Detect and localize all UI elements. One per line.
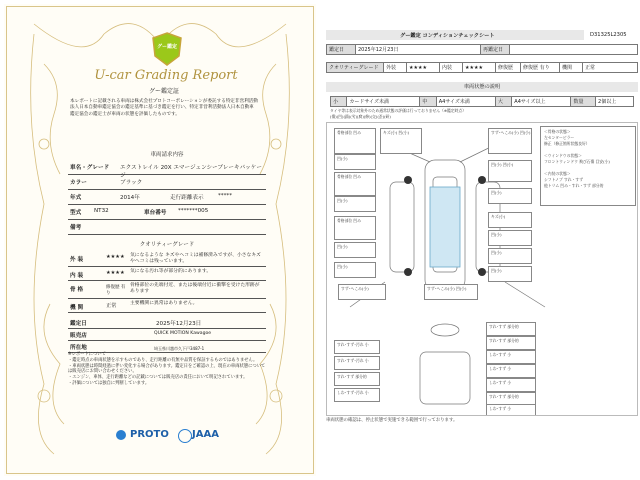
- damage-label: 凹(小): [491, 268, 502, 273]
- legend-medium-desc: A4サイズ未満: [436, 97, 495, 107]
- row-value: 埼玉県川越市久下戸3487-1: [154, 346, 205, 351]
- grading-certificate: [4, 4, 316, 476]
- row-key: カラー: [70, 180, 87, 186]
- damage-label: 骨格部位 凹み: [337, 174, 361, 179]
- damage-label: すず･へこみ(小): [341, 286, 369, 291]
- grade-stars: ★★★★: [106, 254, 125, 260]
- year-row: [68, 190, 266, 205]
- row-key: 年式: [70, 195, 82, 201]
- damage-label: 凹(小): [491, 232, 502, 237]
- interior-label: すれ･すず･汚れ 小: [337, 358, 369, 363]
- mileage-label: 走行距離表示: [170, 195, 204, 201]
- model-row: [68, 205, 266, 220]
- grade-desc: 主要機関に異常はありません。: [130, 301, 198, 306]
- exterior-label: 外装: [384, 63, 407, 73]
- damage-label: 凹(小): [337, 198, 348, 203]
- legend-table: [330, 96, 634, 107]
- info-line: ＜ウインドウの状態＞: [544, 153, 582, 158]
- interior-grade-row: [68, 266, 266, 281]
- interior-label: しわ･すず 小: [489, 366, 512, 371]
- date-table: [326, 44, 638, 55]
- engine-value: 正常: [583, 63, 638, 73]
- jaaa-logo-icon: [178, 429, 192, 443]
- goo-badge-icon: [152, 32, 182, 66]
- info-line: 他トリム 凹み・すれ・すず 部分的: [544, 183, 604, 188]
- damage-label: キズ(小): [491, 214, 506, 219]
- row-key: 販売店: [70, 333, 87, 339]
- damage-label: 凹(小): [491, 190, 502, 195]
- info-line: フロントウィンドウ 飛び石傷 目安(小): [544, 159, 610, 164]
- row-key: 備考: [70, 225, 82, 231]
- legend-small: 小: [331, 97, 347, 107]
- certificate-intro: 本レポートに記載される車両は株式会社プロトコーポレーションが委託する特定非営利活動法人日本自動車鑑定協会の鑑定基準に基づき鑑定を行い、特定非営利活動法人日本自動車鑑定協会の鑑定士が車両の状態を評価したものです。: [70, 99, 258, 117]
- exterior-grade-row: [68, 250, 266, 267]
- symbol-legend: (傷)(凹)(錆)(劣)(腐)(修)(交)(歪)(研): [330, 114, 391, 119]
- frame-grade-row: [68, 280, 266, 299]
- engine-label: 機関: [560, 63, 583, 73]
- interior-label: すれ･すず 部分的: [489, 394, 519, 399]
- quality-table: [326, 62, 638, 73]
- damage-label: 凹(小): [337, 264, 348, 269]
- interior-label: すれ･すず･汚れ 小: [337, 342, 369, 347]
- damage-label: 凹(小): [337, 244, 348, 249]
- reappraisal-value: [510, 45, 638, 55]
- row-key: 所在地: [70, 345, 87, 351]
- mileage-value: *****: [218, 193, 232, 199]
- interior-stars: ★★★★: [463, 63, 496, 73]
- row-value: NT32: [94, 208, 109, 214]
- repair-value: 修復歴 有り: [521, 63, 560, 73]
- quality-label: クオリティーグレード: [327, 63, 384, 73]
- info-line: 左センターピラー: [544, 135, 575, 140]
- row-value: 2025年12月23日: [156, 321, 202, 327]
- color-row: [68, 175, 266, 190]
- interior-label: すれ･すず 部分的: [337, 374, 367, 379]
- repair-label: 修復歴: [496, 63, 521, 73]
- exterior-stars: ★★★★: [407, 63, 440, 73]
- interior-label: しわ･すず 小: [489, 380, 512, 385]
- interior-label: しわ･すず･汚れ 小: [337, 390, 369, 395]
- damage-label: 凹(小): [491, 250, 502, 255]
- grade-desc: 気になるような キズやヘコミは補修済みですが、小さなキズやヘコミは残っています。: [130, 253, 261, 264]
- legend-title: 車両状態の説明: [326, 82, 638, 92]
- vehicle-name-row: [68, 160, 266, 179]
- legend-medium: 中: [420, 97, 436, 107]
- logo-area: [116, 428, 226, 444]
- damage-label: 凹(小): [337, 156, 348, 161]
- certificate-title: U-car Grading Report: [94, 68, 238, 83]
- info-line: 修正（修正箇所状態良好）: [544, 141, 590, 146]
- info-line: シフトノブ すれ・すず: [544, 177, 583, 182]
- row-key: 鑑定日: [70, 321, 87, 327]
- grade-key: 機 関: [70, 305, 84, 311]
- legend-large-desc: A4サイズ以上: [512, 97, 571, 107]
- date-value: 2025年12月23日: [356, 45, 481, 55]
- quality-section-title: クオリティーグレード: [139, 242, 195, 248]
- legend-count: 2個以上: [596, 97, 634, 107]
- interior-label: しわ･すず 小: [489, 352, 512, 357]
- date-label: 鑑定日: [327, 45, 356, 55]
- badge-text: グー鑑定: [156, 44, 177, 50]
- damage-label: 骨格部位 凹み: [337, 130, 361, 135]
- engine-grade-row: [68, 298, 266, 313]
- legend-count-label: 数量: [571, 97, 596, 107]
- certificate-number: D31325L2305: [590, 32, 627, 38]
- row-value: QUICK MOTION Kawagoe: [154, 331, 212, 336]
- frame-status-title: ＜骨格の状態＞: [544, 129, 571, 134]
- remarks-row: [68, 220, 266, 235]
- certificate-notes: ※レポートについて ・鑑定時点の車両状態を示すものであり、走行距離の有無や品質を保証するものではありません。 ・車両状態は時間経過に伴い変化する場合があります。鑑定日をご確認の上、現在の車両状態については販売店にお問い合わせください。 ・エンジン、車体、走行距離などの記載については販売店の責任において明記されています。 ・評価については独自に判断しています。: [68, 352, 266, 386]
- row-value: ブラック: [120, 180, 143, 186]
- sheet-title: グー鑑定 コンディションチェックシート: [400, 33, 495, 39]
- chassis-label: 車台番号: [144, 210, 167, 216]
- proto-logo-icon: [116, 430, 126, 440]
- damage-label: 骨格部位 凹み: [337, 218, 361, 223]
- row-key: 車名・グレード: [70, 165, 110, 171]
- damage-label: すず･へこみ(小) 凹(小): [491, 130, 531, 135]
- legend-large: 大: [495, 97, 511, 107]
- grade-key: 外 装: [70, 257, 84, 263]
- grade-stars: 正常: [106, 303, 117, 309]
- damage-label: キズ(小) 凹(小): [383, 130, 410, 135]
- diagram-border: [326, 122, 638, 416]
- interior-label: しわ･すず 小: [489, 406, 512, 411]
- vehicle-section-title: 車両請求内容: [150, 152, 184, 158]
- proto-logo-text: PROTO: [130, 429, 169, 440]
- reappraisal-label: 再鑑定日: [481, 45, 510, 55]
- interior-label: すれ･すず 部分的: [489, 324, 519, 329]
- row-value: エクストレイル 20X エマージェンシーブレーキパッケージ: [120, 165, 262, 179]
- interior-label: すれ･すず 部分的: [489, 338, 519, 343]
- sheet-footer: 車両状態の確認は、停止状態で実施できる範囲で行っております。: [326, 418, 458, 423]
- grade-desc: 骨格部位の先端付近、または後端付近に衝撃を受けた形跡があります: [130, 283, 260, 294]
- grade-desc: 気になる汚れ等が部分的にあります。: [130, 269, 212, 274]
- certificate-subtitle: グー鑑定証: [148, 88, 179, 95]
- row-value: 2014年: [120, 195, 140, 201]
- chassis-value: *******005: [178, 208, 209, 214]
- legend-small-desc: カードサイズ未満: [347, 97, 420, 107]
- damage-label: すず･へこみ(小) 凹(小): [427, 286, 467, 291]
- grade-stars: ★★★★: [106, 270, 125, 276]
- jaaa-logo-text: JAAA: [192, 429, 219, 440]
- interior-label: 内装: [440, 63, 463, 73]
- damage-label: 凹(小) 凹(小): [491, 162, 514, 167]
- grade-key: 骨 格: [70, 287, 84, 293]
- legend-note: タイヤ等は表示対象外のため通常状態の評価は行っておりません（※鑑定時点）: [330, 108, 466, 113]
- grade-key: 内 装: [70, 273, 84, 279]
- row-key: 型式: [70, 210, 82, 216]
- info-line: ＜内装の状態＞: [544, 171, 571, 176]
- grade-stars: 修復歴 有り: [106, 285, 126, 296]
